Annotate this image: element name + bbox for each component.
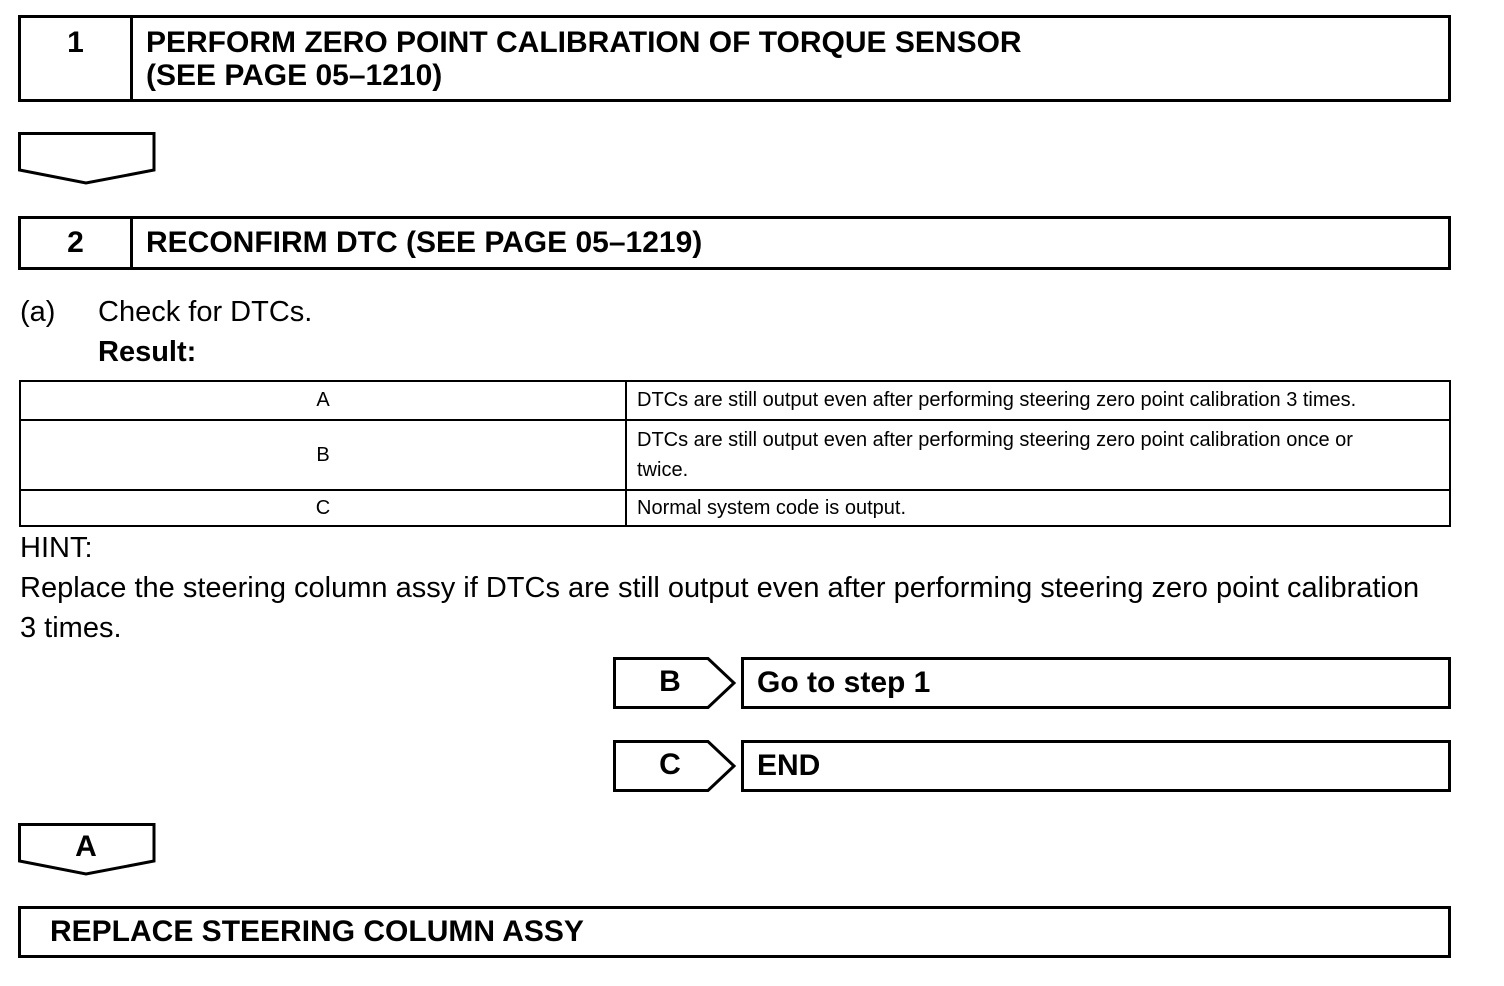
step-2-title: RECONFIRM DTC (SEE PAGE 05–1219)	[146, 226, 703, 259]
result-description-line2: twice.	[637, 459, 689, 481]
step-1-title	[133, 18, 1448, 99]
table-row	[20, 420, 1450, 490]
step-1-title-line2: (SEE PAGE 05–1210)	[146, 59, 443, 92]
result-description	[626, 420, 1450, 490]
instruction-text: Check for DTCs.	[98, 296, 313, 328]
result-description: Normal system code is output.	[626, 490, 1450, 526]
table-row	[20, 381, 1450, 420]
result-code: B	[20, 420, 626, 490]
result-description: DTCs are still output even after performing steering zero point calibration 3 times.	[626, 381, 1450, 420]
flow-down-arrow-icon	[18, 132, 156, 186]
branch-c-action: END	[741, 740, 1451, 792]
branch-b-action: Go to step 1	[741, 657, 1451, 709]
hint-text-line2: 3 times.	[20, 612, 122, 644]
hint-text-line1: Replace the steering column assy if DTCs are still output even after performing steering zero point calibration	[20, 572, 1420, 604]
step-1-title-line1: PERFORM ZERO POINT CALIBRATION OF TORQUE SENSOR	[146, 26, 1022, 59]
final-step-box: REPLACE STEERING COLUMN ASSY	[18, 906, 1451, 958]
instruction-marker: (a)	[20, 296, 56, 328]
step-1-header	[18, 15, 1451, 102]
result-code: A	[20, 381, 626, 420]
result-label: Result:	[98, 336, 197, 368]
hint-label: HINT:	[20, 532, 93, 564]
branch-b-code: B	[659, 665, 681, 698]
result-code: C	[20, 490, 626, 526]
result-description-line1: DTCs are still output even after performing steering zero point calibration once or	[637, 429, 1353, 451]
table-row	[20, 490, 1450, 526]
flow-down-arrow-a-label: A	[75, 830, 97, 863]
branch-c-code: C	[659, 748, 681, 781]
step-2-header	[18, 216, 1451, 270]
step-1-number: 1	[21, 18, 133, 99]
step-2-number: 2	[21, 219, 133, 267]
result-table	[19, 380, 1451, 527]
